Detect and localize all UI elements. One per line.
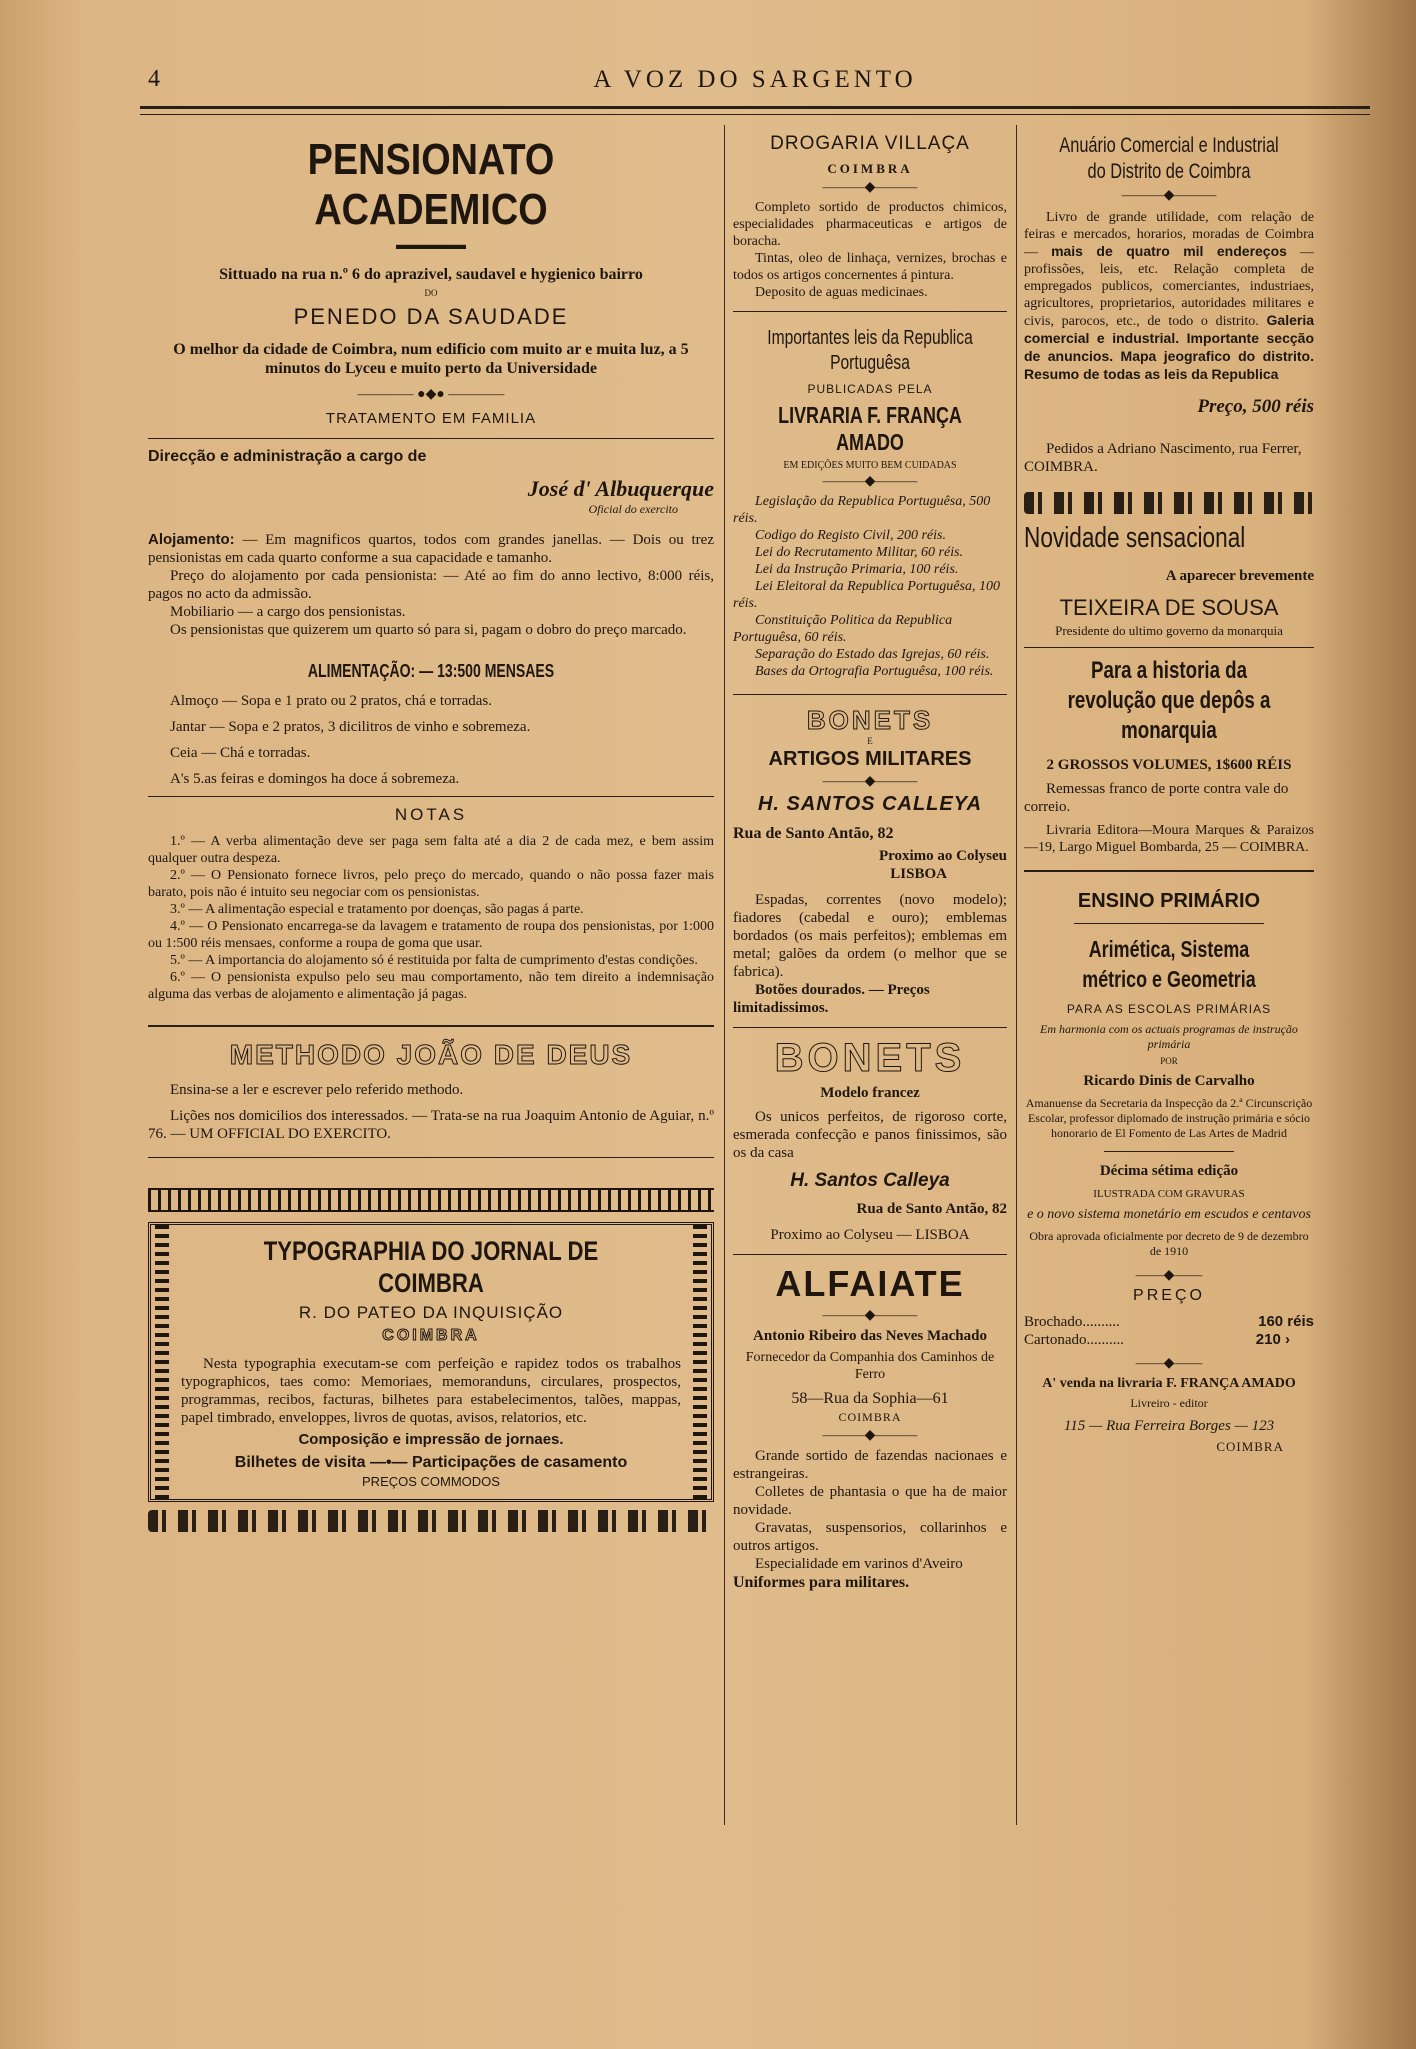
ornament-divider: ———◆——— bbox=[822, 180, 918, 195]
ensino-city: COIMBRA bbox=[1216, 1439, 1284, 1454]
bonets1-city: LISBOA bbox=[890, 866, 947, 882]
bonets1-title: BONETS bbox=[806, 705, 934, 735]
ensino-venda: A' venda na livraria F. FRANÇA AMADO bbox=[1042, 1376, 1296, 1391]
header-rule bbox=[140, 106, 1370, 115]
ornament-divider: ▬▬▬▬▬ bbox=[396, 238, 466, 253]
alfaiate-p2: Colletes de phantasia o que ha de maior novidade. bbox=[733, 1484, 1007, 1518]
lei-item: Lei do Recrutamento Militar, 60 réis. bbox=[755, 545, 964, 560]
drogaria-p3: Deposito de aguas medicinaes. bbox=[755, 285, 928, 300]
bonets2-proximo: Proximo ao Colyseu — LISBOA bbox=[770, 1227, 970, 1243]
column-left bbox=[148, 125, 714, 1540]
ornament-divider: ———— ●◆● ———— bbox=[357, 387, 505, 402]
anuario-text-a: Livro de grande utilidade, com relação de feiras e mercados, horarios, moradas de Coimbra — bbox=[1024, 210, 1314, 260]
bonets1-botoes: Botões dourados. — Preços limitadissimos. bbox=[733, 982, 930, 1016]
ensino-preco-title: PREÇO bbox=[1133, 1287, 1205, 1304]
typo-address: R. DO PATEO DA INQUISIÇÃO bbox=[298, 1303, 564, 1322]
typo-composicao: Composição e impressão de jornaes. bbox=[298, 1431, 564, 1448]
meal-item: Almoço — Sopa e 1 prato ou 2 pratos, chá e torradas. bbox=[170, 693, 492, 709]
newspaper-title: A VOZ DO SARGENTO bbox=[593, 66, 917, 93]
lei-item: Legislação da Republica Portuguêsa, 500 réis. bbox=[733, 494, 991, 526]
typo-bilhetes: Bilhetes de visita bbox=[234, 1454, 366, 1471]
column-right bbox=[1024, 125, 1314, 1455]
ornament-border bbox=[1024, 492, 1314, 514]
alfaiate-p5: Uniformes para militares. bbox=[733, 1574, 910, 1591]
pension-director: José d' Albuquerque bbox=[527, 476, 714, 501]
nota-item: 1.º — A verba alimentação deve ser paga sem falta até a dia 2 de cada mez, e bem assim qualquer outra despeza. bbox=[148, 834, 714, 866]
novidade-livraria: Livraria Editora—Moura Marques & Paraizos—19, Largo Miguel Bombarda, 25 — COIMBRA. bbox=[1024, 823, 1314, 855]
nota-item: 2.º — O Pensionato fornece livros, pelo preço do mercado, quando o não possa fazer mais barato, pois não é intuito seu negociar com os pensionistas. bbox=[148, 868, 714, 900]
pension-tratamento: TRATAMENTO EM FAMILIA bbox=[325, 410, 537, 427]
alfaiate-p3: Gravatas, suspensorios, collarinhos e outros artigos. bbox=[733, 1520, 1007, 1554]
nota-item: 5.º — A importancia do alojamento só é restituida por falta de cumprimento d'estas condições. bbox=[170, 953, 698, 968]
novidade-author: TEIXEIRA DE SOUSA bbox=[1059, 595, 1279, 620]
lei-item: Lei da Instrução Primaria, 100 réis. bbox=[755, 562, 959, 577]
pension-direccao: Direcção e administração a cargo de bbox=[148, 448, 427, 465]
brochado-label: Brochado.......... bbox=[1024, 1314, 1120, 1330]
anuario-preco: Preço, 500 réis bbox=[1197, 396, 1314, 417]
anuario-text-c: — profissões, leis, etc. Relação completa de empregados publicos, comerciantes, industriaes, agricultores, proprietarios, autoridades militares e civis, parocos, etc., de todo o distrito. bbox=[1024, 245, 1314, 329]
typo-ad-frame: TYPOGRAPHIA DO JORNAL DE COIMBRA R. DO PATEO DA INQUISIÇÃO COIMBRA Nesta typographia executam-se com perfeição e rapidez todos os trabalhos typographicos, taes como: Memoriaes, memoranduns, circulares, prospectos, programmas, recibos, facturas, bilhetes para estabelecimentos, talões, mappas, papel timbrado, enveloppes, livros de quotas, avisos, relatorios, etc. Composição e impressão de jornaes. Bilhetes de visita —•— Participações de casamento PREÇOS COMMODOS bbox=[148, 1222, 714, 1502]
alfaiate-title: ALFAIATE bbox=[775, 1263, 965, 1304]
ensino-author: Ricardo Dinis de Carvalho bbox=[1083, 1073, 1255, 1089]
column-divider bbox=[1016, 125, 1017, 1825]
novidade-author-desc: Presidente do ultimo governo da monarquia bbox=[1055, 623, 1283, 638]
ensino-ilustrada: ILUSTRADA COM GRAVURAS bbox=[1093, 1188, 1245, 1200]
typo-text: Nesta typographia executam-se com perfeição e rapidez todos os trabalhos typographicos, taes como: Memoriaes, memoranduns, circulares, prospectos, programmas, recibos, facturas, bilhetes para estabelecimentos, talões, mappas, papel timbrado, enveloppes, livros de quotas, avisos, relatorios, etc. bbox=[181, 1356, 681, 1426]
ornament-divider: ———◆——— bbox=[822, 1428, 918, 1443]
leis-title: Importantes leis da Republica Portuguêsa bbox=[767, 327, 973, 374]
page-header bbox=[140, 62, 1370, 98]
anuario-text-d: Galeria comercial e industrial. Importante secção de anuncios. Mapa jeografico do distrito. Resumo de todas as leis da Republica bbox=[1024, 312, 1315, 382]
alfaiate-city: COIMBRA bbox=[838, 1410, 902, 1424]
drogaria-city: COIMBRA bbox=[827, 161, 913, 176]
alfaiate-address: 58—Rua da Sophia—61 bbox=[791, 1390, 949, 1407]
ornament-divider: ———◆——— bbox=[1121, 188, 1217, 203]
ensino-subtitle: Arimética, Sistema métrico e Geometria bbox=[1082, 936, 1256, 992]
pension-quarto: Os pensionistas que quizerem um quarto só para si, pagam o dobro do preço marcado. bbox=[170, 622, 687, 638]
novidade-aparecer: A aparecer brevemente bbox=[1165, 568, 1314, 584]
pension-director-title: Oficial do exercito bbox=[588, 502, 678, 516]
frame-ornament bbox=[155, 1225, 169, 1499]
drogaria-title: DROGARIA VILLAÇA bbox=[770, 133, 970, 154]
cartonado-label: Cartonado.......... bbox=[1024, 1332, 1124, 1348]
novidade-volumes: 2 GROSSOS VOLUMES, 1$600 RÉIS bbox=[1046, 757, 1292, 773]
brochado-value: 160 réis bbox=[1258, 1313, 1314, 1330]
ensino-sistema: e o novo sistema monetário em escudos e centavos bbox=[1027, 1207, 1311, 1222]
ornament-border bbox=[148, 1510, 714, 1532]
pension-bairro: PENEDO DA SAUDADE bbox=[293, 304, 569, 329]
page-number: 4 bbox=[148, 66, 160, 92]
alfaiate-fornecedor: Fornecedor da Companhia dos Caminhos de Ferro bbox=[745, 1350, 995, 1382]
ensino-livreiro: Livreiro - editor bbox=[1130, 1396, 1208, 1410]
alfaiate-name: Antonio Ribeiro das Neves Machado bbox=[753, 1328, 987, 1344]
lei-item: Bases da Ortografia Portuguêsa, 100 réis. bbox=[755, 664, 994, 679]
bonets2-name: H. Santos Calleya bbox=[790, 1170, 950, 1191]
lei-item: Codigo do Registo Civil, 200 réis. bbox=[755, 528, 946, 543]
meal-item: A's 5.as feiras e domingos ha doce á sobremeza. bbox=[170, 771, 460, 787]
lei-item: Separação do Estado das Igrejas, 60 réis. bbox=[755, 647, 990, 662]
ensino-por: POR bbox=[1160, 1056, 1178, 1066]
ornament-divider: ———◆——— bbox=[822, 1308, 918, 1323]
pension-preco: Preço do alojamento por cada pensionista: — Até ao fim do anno lectivo, 8:000 réis, pagos no acto da admissão. bbox=[148, 568, 714, 602]
ornament-frieze bbox=[148, 1188, 714, 1212]
anuario-text-b: mais de quatro mil endereços bbox=[1051, 243, 1287, 259]
bonets2-modelo: Modelo francez bbox=[820, 1085, 920, 1101]
ornament-divider: ———◆——— bbox=[822, 774, 918, 789]
alojamento-text: — Em magnificos quartos, todos com grandes janellas. — Dois ou trez pensionistas em cada quarto conforme a sua capacidade e tamanho. bbox=[148, 532, 714, 566]
ensino-title: ENSINO PRIMÁRIO bbox=[1077, 890, 1261, 912]
novidade-remessas: Remessas franco de porte contra vale do correio. bbox=[1024, 781, 1289, 815]
metodo-title: METHODO JOÃO DE DEUS bbox=[229, 1039, 633, 1070]
pension-title: PENSIONATO ACADEMICO bbox=[307, 135, 555, 234]
ensino-rua: 115 — Rua Ferreira Borges — 123 bbox=[1063, 1418, 1275, 1434]
alojamento-label: Alojamento: bbox=[148, 531, 235, 548]
bonets1-name: H. SANTOS CALLEYA bbox=[757, 793, 983, 815]
ornament-divider: ——◆—— bbox=[1135, 1356, 1203, 1371]
meal-item: Ceia — Chá e torradas. bbox=[170, 745, 311, 761]
nota-item: 3.º — A alimentação especial e tratamento por doenças, são pagas á parte. bbox=[170, 902, 584, 917]
drogaria-p2: Tintas, oleo de linhaça, vernizes, brochas e todos os artigos concernentes á pintura. bbox=[733, 251, 1007, 283]
alfaiate-p4: Especialidade em varinos d'Aveiro bbox=[755, 1556, 963, 1572]
ensino-para: PARA AS ESCOLAS PRIMÁRIAS bbox=[1066, 1002, 1272, 1016]
frame-ornament bbox=[693, 1225, 707, 1499]
column-divider bbox=[724, 125, 725, 1825]
anuario-pedidos: Pedidos a Adriano Nascimento, rua Ferrer, COIMBRA. bbox=[1024, 441, 1302, 475]
metodo-line2: Lições nos domicilios dos interessados. — Trata-se na rua Joaquim Antonio de Aguiar, n.º 76. — UM OFFICIAL DO EXERCITO. bbox=[148, 1108, 714, 1142]
novidade-title: Novidade sensacional bbox=[1024, 522, 1246, 554]
bonets2-address: Rua de Santo Antão, 82 bbox=[856, 1201, 1007, 1217]
metodo-line1: Ensina-se a ler e escrever pelo referido methodo. bbox=[170, 1082, 464, 1098]
bonets1-proximo: Proximo ao Colyseu bbox=[878, 848, 1007, 864]
pension-mobiliario: Mobiliario — a cargo dos pensionistas. bbox=[170, 604, 406, 620]
typo-participacoes: Participações de casamento bbox=[412, 1454, 628, 1471]
meal-item: Jantar — Sopa e 2 pratos, 3 dicilitros de vinho e sobremeza. bbox=[170, 719, 531, 735]
leis-edicoes: EM EDIÇÕES MUITO BEM CUIDADAS bbox=[783, 460, 957, 471]
leis-livraria: LIVRARIA F. FRANÇA AMADO bbox=[778, 402, 962, 455]
ensino-author-desc: Amanuense da Secretaria da Inspecção da 2.ª Circunscrição Escolar, professor diplomado de instrução primária e sócio honorario de El Fomento de Las Artes de Madrid bbox=[1025, 1096, 1313, 1140]
bonets1-e: E bbox=[867, 736, 873, 746]
anuario-title: Anuário Comercial e Industrial do Distrito de Coimbra bbox=[1059, 134, 1279, 183]
pension-location: Sittuado na rua n.º 6 do aprazivel, saudavel e hygienico bairro bbox=[219, 266, 643, 283]
typo-title: TYPOGRAPHIA DO JORNAL DE COIMBRA bbox=[263, 1236, 599, 1298]
novidade-book: Para a historia da revolução que depôs a monarquia bbox=[1067, 657, 1271, 744]
pension-description: O melhor da cidade de Coimbra, num edificio com muito ar e muita luz, a 5 minutos do Lyceu e muito perto da Universidade bbox=[173, 341, 689, 377]
lei-item: Lei Eleitoral da Republica Portuguêsa, 100 réis. bbox=[733, 579, 1000, 611]
drogaria-p1: Completo sortido de productos chimicos, especialidades pharmaceuticas e artigos de boracha. bbox=[733, 200, 1007, 249]
bonets2-text: Os unicos perfeitos, de rigoroso corte, esmerada confecção e panos finissimos, são os da casa bbox=[733, 1109, 1007, 1161]
ornament-divider: ——◆—— bbox=[1135, 1268, 1203, 1283]
leis-publicadas: PUBLICADAS PELA bbox=[807, 382, 933, 396]
pension-alimentacao: ALIMENTAÇÃO: — 13:500 MENSAES bbox=[307, 661, 555, 681]
ensino-edicao: Décima sétima edição bbox=[1099, 1163, 1239, 1179]
nota-item: 6.º — O pensionista expulso pelo seu mau comportamento, não tem direito a indemnisação alguma das verbas de alojamento e alimentação já pagas. bbox=[148, 970, 714, 1002]
pension-do: DO bbox=[424, 288, 438, 298]
notas-title: NOTAS bbox=[394, 805, 468, 824]
bonets1-text: Espadas, correntes (novo modelo); fiadores (cabedal e ouro); emblemas bordados (os mais perfeitos); emblemas em metal; galões da ordem (o melhor que se fabrica). bbox=[733, 892, 1007, 980]
ornament-divider: ———◆——— bbox=[822, 474, 918, 489]
lei-item: Constituição Politica da Republica Portuguêsa, 60 réis. bbox=[733, 613, 953, 645]
typo-city: COIMBRA bbox=[382, 1327, 480, 1344]
ensino-obra: Obra aprovada oficialmente por decreto de 9 de dezembro de 1910 bbox=[1029, 1229, 1309, 1258]
typo-precos: PREÇOS COMMODOS bbox=[362, 1474, 500, 1489]
column-middle bbox=[733, 125, 1007, 1592]
cartonado-value: 210 › bbox=[1255, 1331, 1290, 1348]
nota-item: 4.º — O Pensionato encarrega-se da lavagem e tratamento de roupa dos pensionistas, por 1:000 ou 1:500 réis mensaes, conforme a roupa de goma que usar. bbox=[148, 919, 714, 951]
bonets2-title: BONETS bbox=[774, 1036, 966, 1080]
ensino-harmonia: Em harmonia com os actuais programas de instrução primária bbox=[1040, 1022, 1298, 1051]
bonets1-subtitle: ARTIGOS MILITARES bbox=[768, 748, 972, 770]
alfaiate-p1: Grande sortido de fazendas nacionaes e estrangeiras. bbox=[733, 1448, 1007, 1482]
bonets1-address: Rua de Santo Antão, 82 bbox=[733, 825, 894, 842]
